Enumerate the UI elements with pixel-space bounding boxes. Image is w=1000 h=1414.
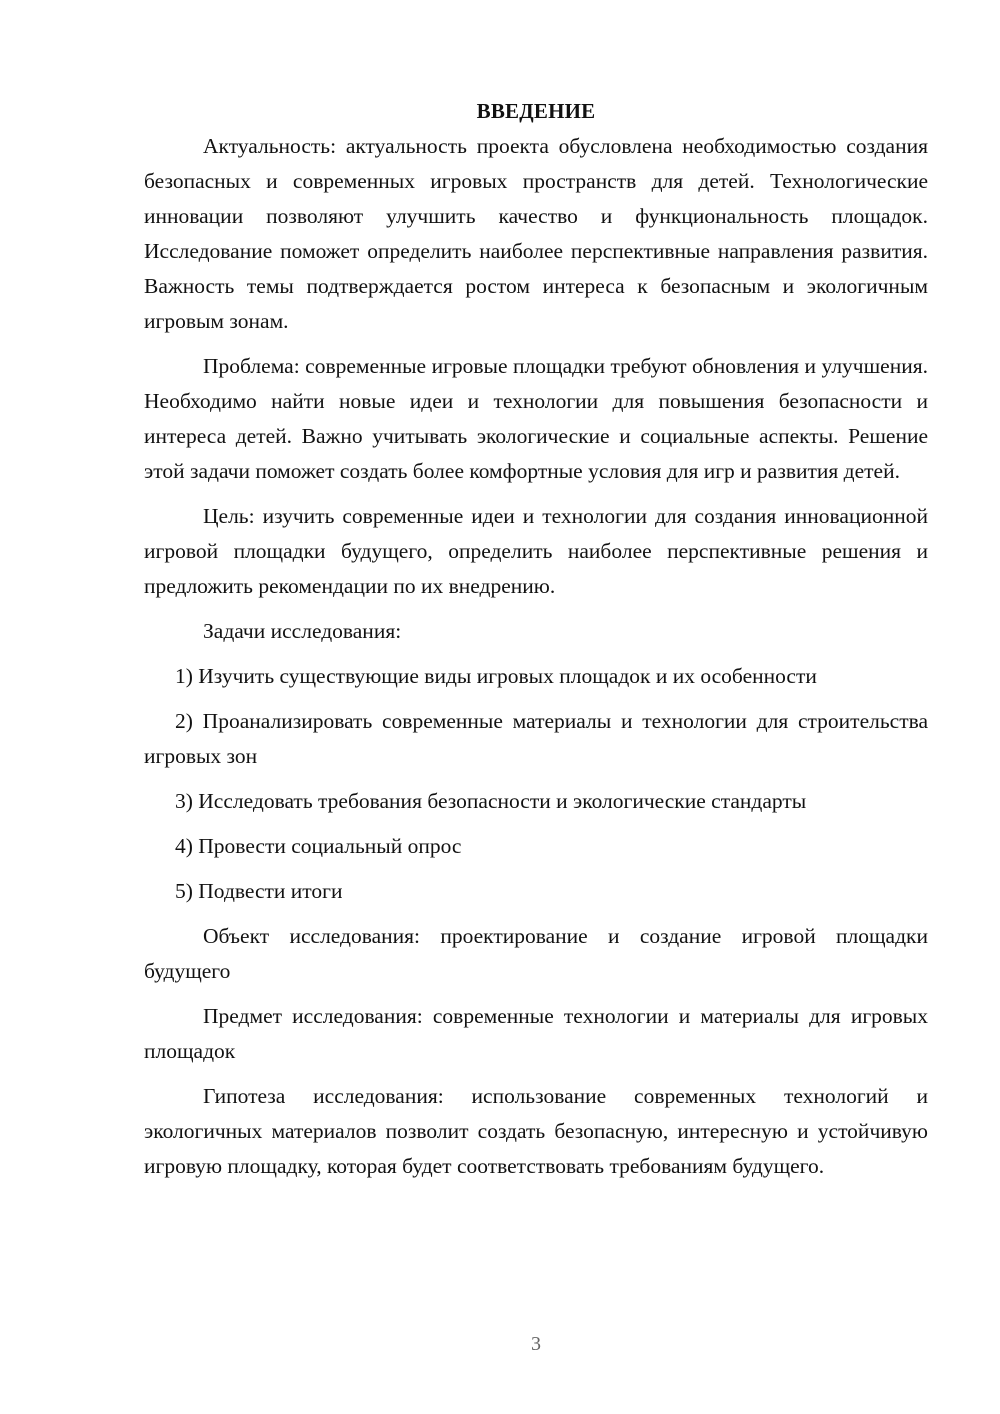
task-item: 2) Проанализировать современные материалы и технологии для строительства игровых зон [144, 709, 928, 768]
task-item: 1) Изучить существующие виды игровых площадок и их особенности [175, 664, 817, 688]
object-paragraph: Объект исследования: проектирование и создание игровой площадки будущего [144, 924, 928, 983]
task-item: 5) Подвести итоги [175, 879, 343, 903]
section-heading: ВВЕДЕНИЕ [476, 99, 596, 123]
relevance-paragraph: Актуальность: актуальность проекта обусловлена необходимостью создания безопасных и современных игровых пространств для детей. Технологические инновации позволяют улучшить качество и функциональность площадок. Исследование поможет определить наиболее перспективные направления развития. Важность темы подтверждается ростом интереса к безопасным и экологичным игровым зонам. [144, 134, 928, 333]
tasks-title: Задачи исследования: [203, 619, 402, 643]
goal-paragraph: Цель: изучить современные идеи и технологии для создания инновационной игровой площадки будущего, определить наиболее перспективные решения и предложить рекомендации по их внедрению. [144, 504, 928, 598]
hypothesis-paragraph: Гипотеза исследования: использование современных технологий и экологичных материалов позволит создать безопасную, интересную и устойчивую игровую площадку, которая будет соответствовать требованиям будущего. [144, 1084, 928, 1178]
task-item: 4) Провести социальный опрос [175, 834, 462, 858]
subject-paragraph: Предмет исследования: современные технологии и материалы для игровых площадок [144, 1004, 928, 1063]
page-number: 3 [531, 1333, 541, 1355]
page-content [144, 94, 928, 1194]
problem-paragraph: Проблема: современные игровые площадки требуют обновления и улучшения. Необходимо найти новые идеи и технологии для повышения безопасности и интереса детей. Важно учитывать экологические и социальные аспекты. Решение этой задачи поможет создать более комфортные условия для игр и развития детей. [144, 354, 928, 483]
task-item: 3) Исследовать требования безопасности и экологические стандарты [175, 789, 807, 813]
